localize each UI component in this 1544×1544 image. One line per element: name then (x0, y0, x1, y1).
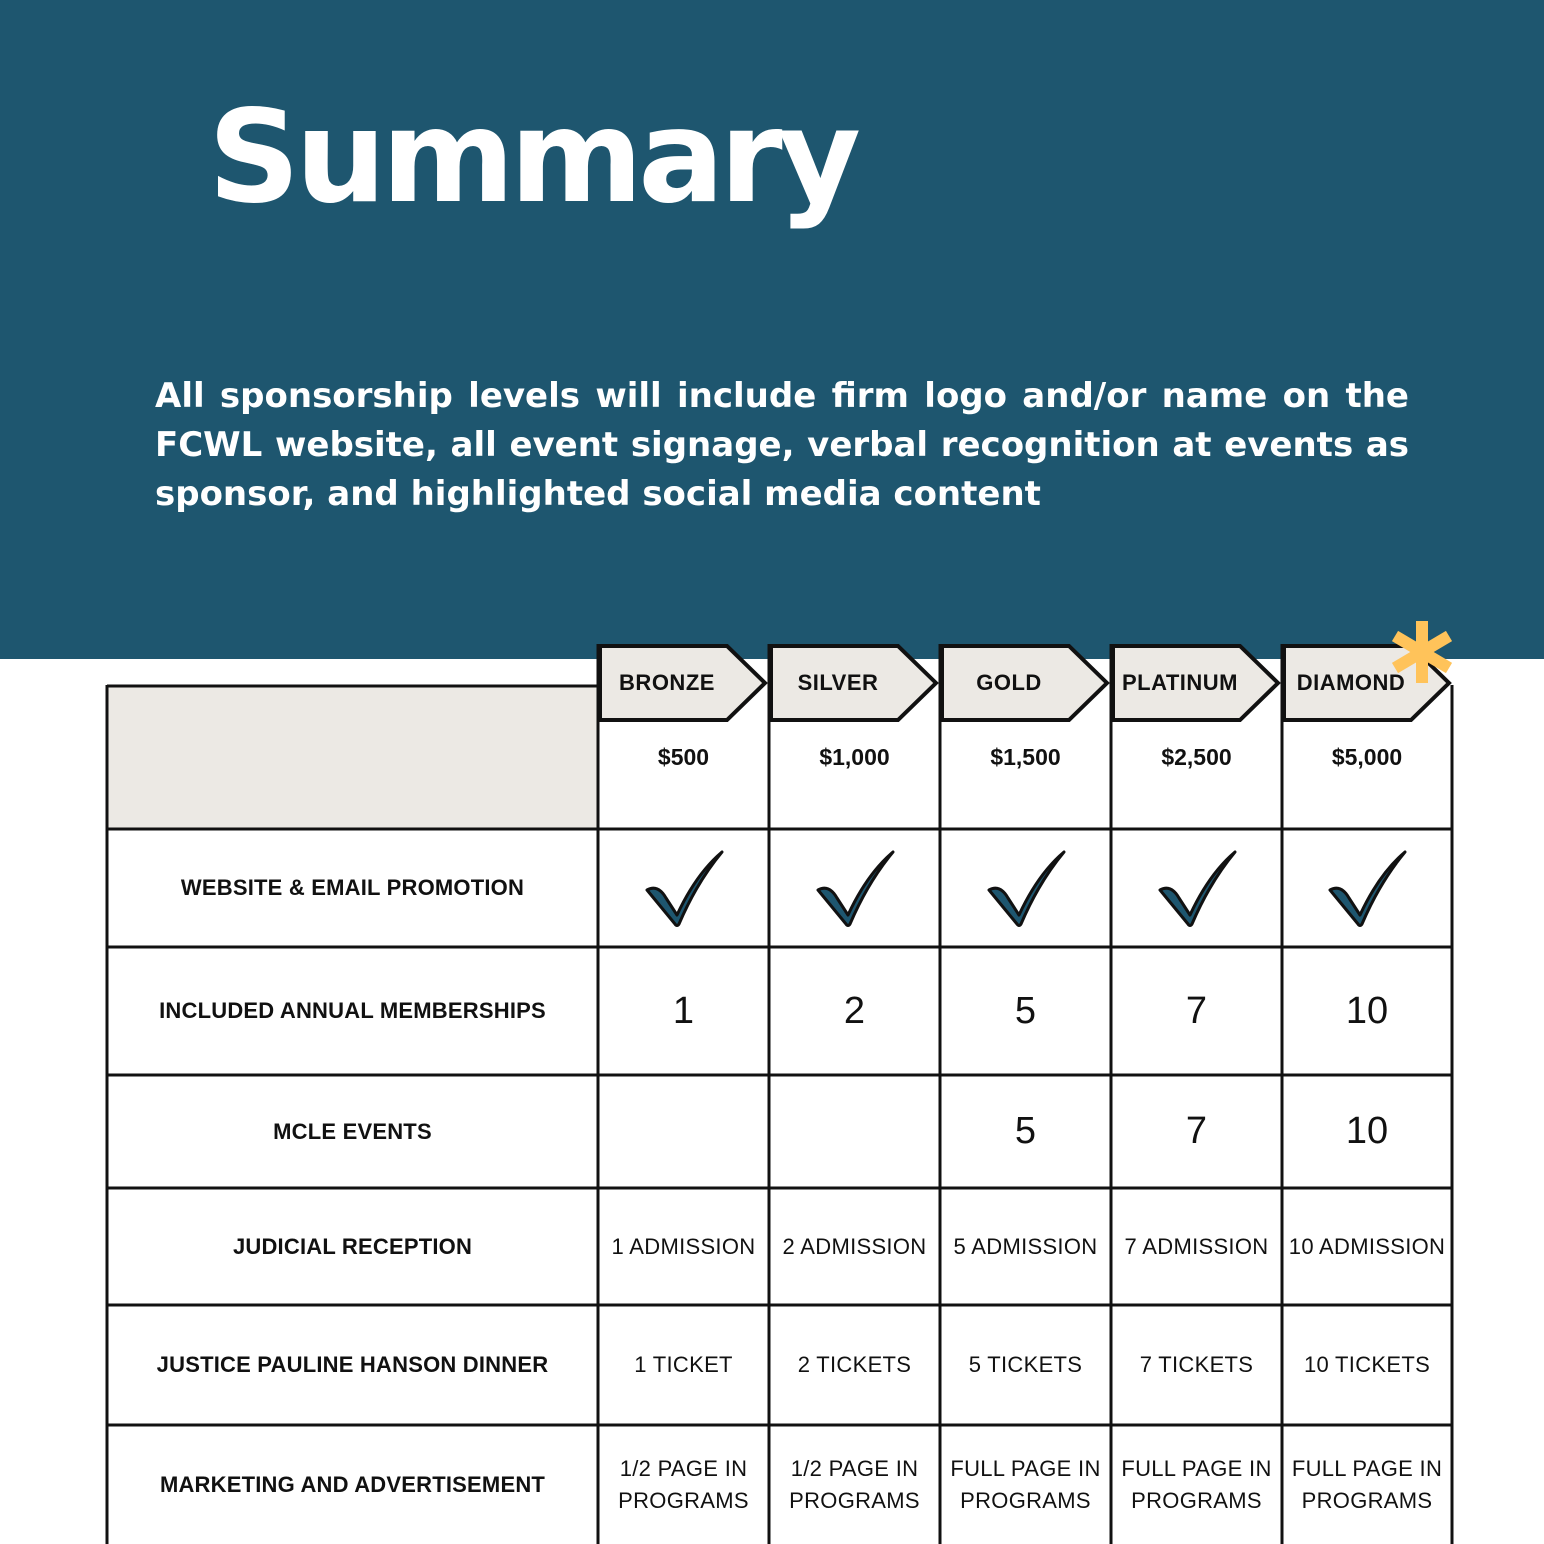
table-cell: 1 TICKET (634, 1352, 733, 1377)
table-cell (598, 1075, 769, 1188)
table-cell: 7 (1185, 989, 1208, 1032)
table-cell: 7 ADMISSION (1124, 1233, 1269, 1259)
row-label: MARKETING AND ADVERTISEMENT (159, 1471, 546, 1497)
table-header-block (107, 686, 598, 829)
checkmark-icon (986, 848, 1066, 928)
table-cell: 2 (843, 989, 866, 1032)
table-cell: 1/2 PAGE IN PROGRAMS (789, 1455, 920, 1513)
tier-label-platinum: PLATINUM (1121, 670, 1239, 695)
table-cell: 1 (672, 989, 695, 1032)
row-label: INCLUDED ANNUAL MEMBERSHIPS (159, 998, 546, 1023)
checkmark-icon (1327, 848, 1407, 928)
row-label: WEBSITE & EMAIL PROMOTION (180, 875, 525, 900)
tier-label-gold: GOLD (976, 670, 1042, 695)
table-cell: 1 ADMISSION (611, 1233, 756, 1259)
table-cell: FULL PAGE IN PROGRAMS (1121, 1455, 1272, 1513)
table-cell: FULL PAGE IN PROGRAMS (1291, 1455, 1443, 1513)
tier-price-diamond: $5,000 (1331, 743, 1403, 770)
table-cell: 2 ADMISSION (782, 1233, 927, 1259)
table-cell: 7 TICKETS (1139, 1352, 1254, 1377)
tier-price-silver: $1,000 (819, 743, 890, 770)
row-label: JUDICIAL RECEPTION (232, 1233, 473, 1259)
page-title: Summary (208, 83, 856, 232)
row-label: MCLE EVENTS (273, 1118, 432, 1144)
table-cell: 7 (1185, 1110, 1208, 1152)
table-cell: 5 TICKETS (968, 1352, 1083, 1377)
table-cell: 10 (1345, 1110, 1389, 1152)
table-cell (769, 1075, 940, 1188)
table-cell: 5 (1014, 989, 1037, 1032)
tier-label-bronze: BRONZE (619, 670, 715, 695)
tier-price-bronze: $500 (657, 743, 710, 770)
table-cell: FULL PAGE IN PROGRAMS (950, 1455, 1101, 1513)
table-cell: 5 (1014, 1110, 1037, 1152)
table-cell: 10 ADMISSION (1288, 1233, 1446, 1259)
tier-label-diamond: DIAMOND (1296, 670, 1406, 695)
intro-paragraph: All sponsorship levels will include firm logo and/or name on the FCWL website, all event signage, verbal recognition at events as sponsor, and highlighted social media content (155, 376, 1409, 514)
tier-label-silver: SILVER (797, 670, 879, 695)
table-cell: 10 (1345, 989, 1389, 1032)
checkmark-icon (1157, 848, 1237, 928)
row-label: JUSTICE PAULINE HANSON DINNER (156, 1352, 549, 1377)
table-cell: 2 TICKETS (797, 1352, 912, 1377)
checkmark-icon (644, 848, 724, 928)
table-cell: 1/2 PAGE IN PROGRAMS (618, 1455, 749, 1513)
table-cell: 10 TICKETS (1303, 1352, 1431, 1377)
checkmark-icon (815, 848, 895, 928)
tier-price-platinum: $2,500 (1161, 743, 1232, 770)
tier-price-gold: $1,500 (990, 743, 1061, 770)
table-cell: 5 ADMISSION (953, 1233, 1098, 1259)
